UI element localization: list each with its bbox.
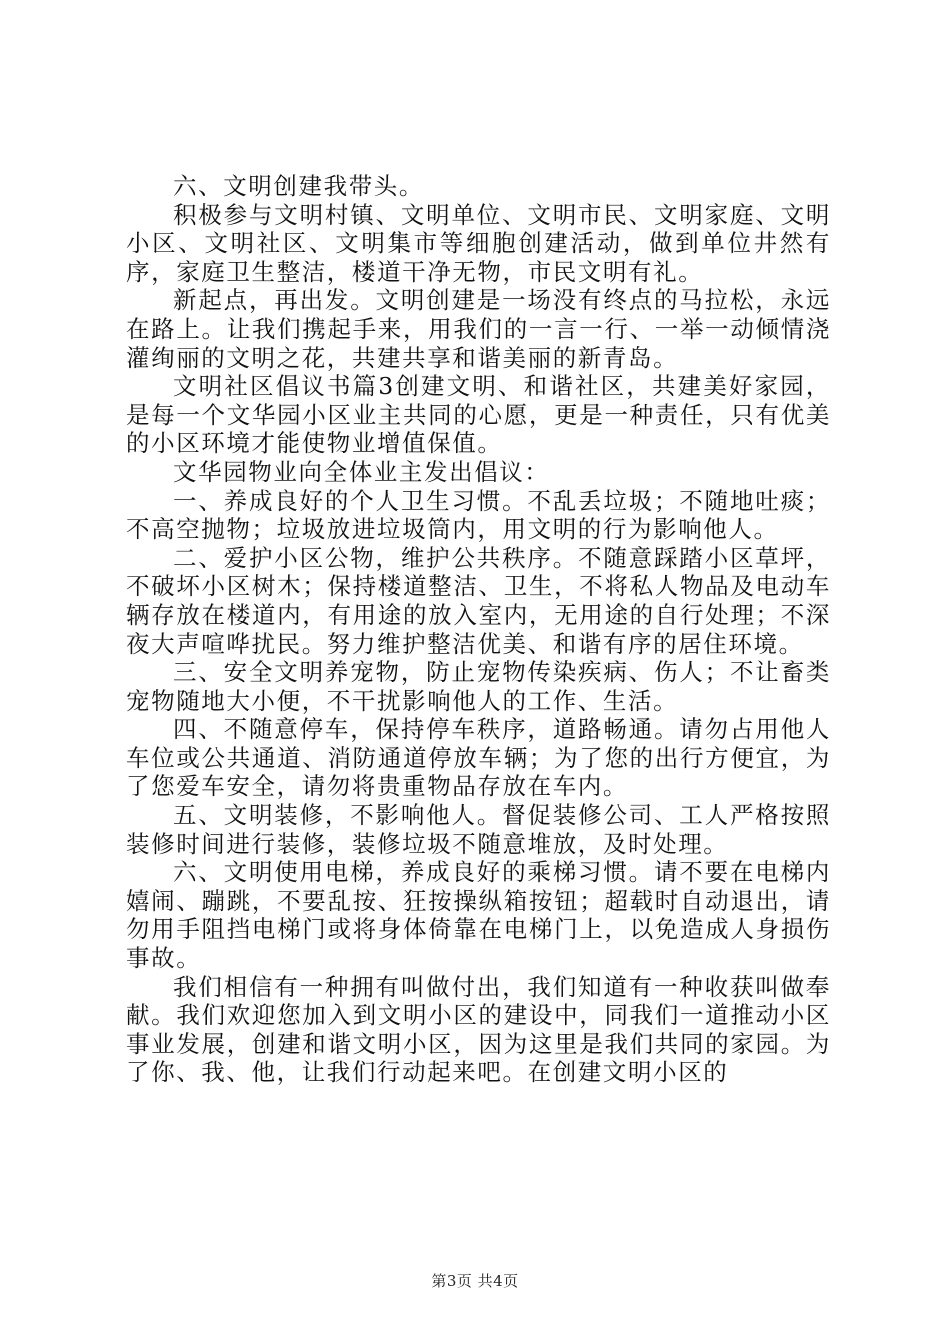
paragraph: 我们相信有一种拥有叫做付出，我们知道有一种收获叫做奉献。我们欢迎您加入到文明小区的建设中，同我们一道推动小区事业发展，创建和谐文明小区，因为这里是我们共同的家园。为了你、我、他，让我们行动起来吧。在创建文明小区的 [126,972,831,1087]
paragraph: 文明社区倡议书篇3创建文明、和谐社区，共建美好家园，是每一个文华园小区业主共同的心愿，更是一种责任，只有优美的小区环境才能使物业增值保值。 [126,372,831,458]
paragraph: 六、文明使用电梯，养成良好的乘梯习惯。请不要在电梯内嬉闹、蹦跳，不要乱按、狂按操纵箱按钮；超载时自动退出，请勿用手阻挡电梯门或将身体倚靠在电梯门上，以免造成人身损伤事故。 [126,858,831,973]
paragraph: 二、爱护小区公物，维护公共秩序。不随意踩踏小区草坪，不破坏小区树木；保持楼道整洁、卫生，不将私人物品及电动车辆存放在楼道内，有用途的放入室内，无用途的自行处理；不深夜大声喧哗扰民。努力维护整洁优美、和谐有序的居住环境。 [126,543,831,658]
page-footer: 第3页 共4页 [431,1272,519,1290]
paragraph: 三、安全文明养宠物，防止宠物传染疾病、伤人；不让畜类宠物随地大小便，不干扰影响他人的工作、生活。 [126,658,831,715]
paragraph: 六、文明创建我带头。 [173,172,424,200]
paragraph: 文华园物业向全体业主发出倡议： [173,457,550,486]
paragraph: 新起点，再出发。文明创建是一场没有终点的马拉松，永远在路上。让我们携起手来，用我们的一言一行、一举一动倾情浇灌绚丽的文明之花，共建共享和谐美丽的新青岛。 [126,286,831,372]
paragraph: 五、文明装修，不影响他人。督促装修公司、工人严格按照装修时间进行装修，装修垃圾不随意堆放，及时处理。 [126,801,831,858]
document-body [126,172,831,1087]
paragraph: 一、养成良好的个人卫生习惯。不乱丢垃圾；不随地吐痰；不高空抛物；垃圾放进垃圾筒内，用文明的行为影响他人。 [126,486,831,544]
paragraph: 四、不随意停车，保持停车秩序，道路畅通。请勿占用他人车位或公共通道、消防通道停放车辆；为了您的出行方便宜，为了您爱车安全，请勿将贵重物品存放在车内。 [126,715,831,801]
paragraph: 积极参与文明村镇、文明单位、文明市民、文明家庭、文明小区、文明社区、文明集市等细胞创建活动，做到单位井然有序，家庭卫生整洁，楼道干净无物，市民文明有礼。 [126,200,831,286]
